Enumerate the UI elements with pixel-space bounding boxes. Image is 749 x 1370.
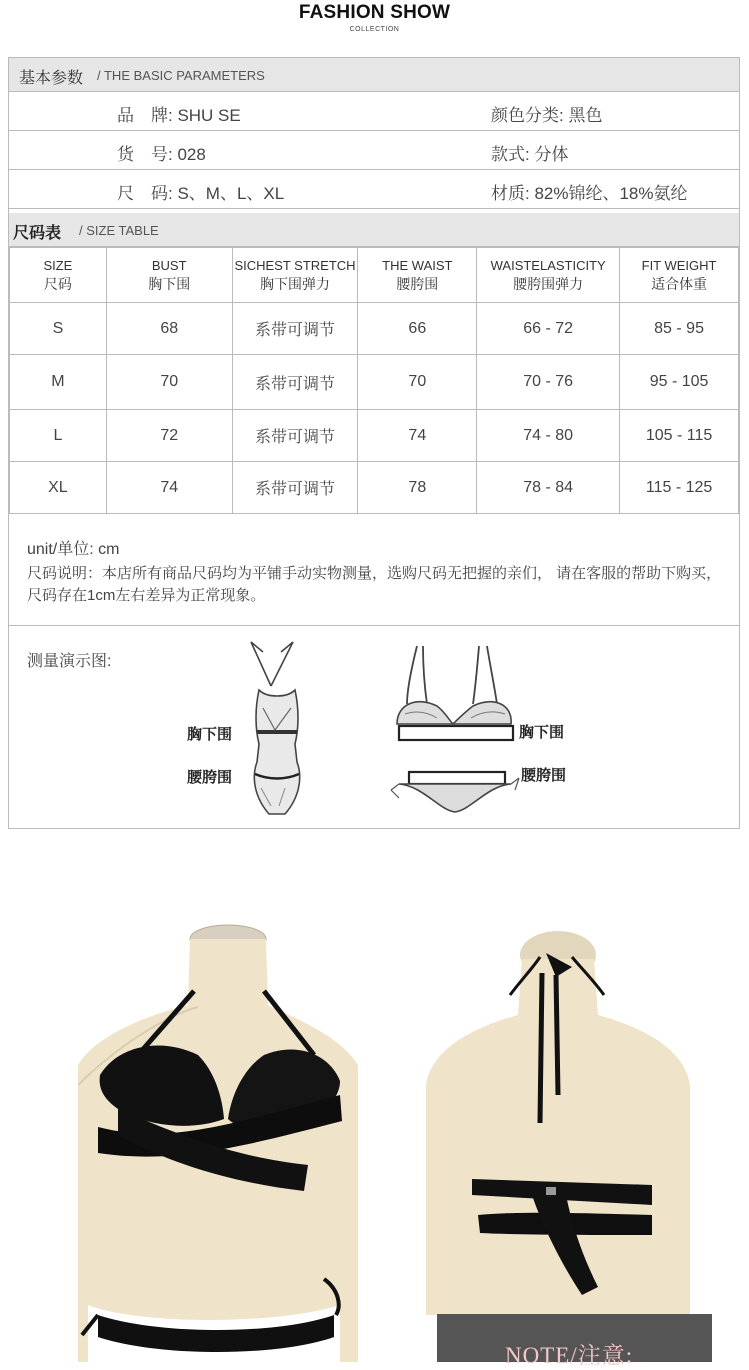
table-cell: 74 - 80 <box>477 410 620 462</box>
col-header <box>477 248 620 303</box>
col-header-zh: 适合体重 <box>651 276 708 292</box>
param-brand: 品 牌: SHU SE <box>117 106 241 125</box>
table-cell: XL <box>10 462 107 514</box>
col-header-en: BUST <box>151 258 187 273</box>
size-table-heading-zh: 尺码表 <box>13 225 62 242</box>
onepiece-waist-label: 腰胯围 <box>187 769 233 786</box>
col-header-zh: 胸下围弹力 <box>260 276 330 292</box>
table-cell: M <box>10 355 107 410</box>
col-header-en: WAISTELASTICITY <box>490 258 606 273</box>
table-cell: 115 - 125 <box>620 462 739 514</box>
col-header <box>232 248 358 303</box>
table-cell: 74 <box>358 410 477 462</box>
size-table-heading <box>9 213 739 247</box>
basic-params-heading-en: / THE BASIC PARAMETERS <box>97 68 265 83</box>
measurement-demo <box>9 626 739 829</box>
page-title: FASHION SHOW <box>298 2 451 23</box>
col-header-zh: 腰胯围弹力 <box>513 276 584 292</box>
mannequin-back-image <box>422 895 694 1315</box>
table-cell: 系带可调节 <box>232 462 358 514</box>
size-notes <box>9 502 739 626</box>
bikini-bust-label: 胸下围 <box>519 724 565 741</box>
table-cell: 78 - 84 <box>477 462 620 514</box>
table-cell: 68 <box>106 303 232 355</box>
bikini-waist-label: 腰胯围 <box>521 767 567 784</box>
table-cell: 66 - 72 <box>477 303 620 355</box>
table-row <box>10 303 739 355</box>
basic-params-heading <box>9 58 739 92</box>
product-photo-back <box>422 895 694 1362</box>
size-table <box>9 247 739 514</box>
col-header <box>106 248 232 303</box>
size-table-heading-en: / SIZE TABLE <box>79 223 159 238</box>
table-cell: 系带可调节 <box>232 355 358 410</box>
param-row <box>9 92 739 131</box>
col-header <box>358 248 477 303</box>
col-header <box>10 248 107 303</box>
param-material: 材质: 82%锦纶、18%氨纶 <box>491 184 688 203</box>
table-cell: 85 - 95 <box>620 303 739 355</box>
one-piece-sketch-icon <box>241 638 311 820</box>
table-cell: L <box>10 410 107 462</box>
table-row <box>10 410 739 462</box>
table-cell: 系带可调节 <box>232 303 358 355</box>
basic-params-heading-zh: 基本参数 <box>19 70 84 87</box>
bikini-sketch-icon <box>387 640 523 820</box>
table-row <box>10 355 739 410</box>
col-header-zh: 腰胯围 <box>396 276 439 292</box>
table-cell: 70 <box>358 355 477 410</box>
page-header <box>0 0 749 33</box>
mannequin-front-image <box>78 895 358 1362</box>
product-photo-front <box>78 895 358 1362</box>
table-cell: 105 - 115 <box>620 410 739 462</box>
onepiece-bust-label: 胸下围 <box>187 726 233 743</box>
table-cell: 66 <box>358 303 477 355</box>
measurement-demo-label: 测量演示图: <box>27 653 112 670</box>
table-cell: S <box>10 303 107 355</box>
col-header-zh: 胸下围 <box>148 276 191 292</box>
col-header-en: SICHEST STRETCH <box>234 258 356 273</box>
param-sizes: 尺 码: S、M、L、XL <box>117 184 285 203</box>
page-subtitle: COLLECTION <box>349 26 400 33</box>
param-row <box>9 170 739 209</box>
size-table-header-row <box>10 248 739 303</box>
col-header-en: FIT WEIGHT <box>641 258 717 273</box>
spec-panel <box>8 57 740 829</box>
note-text: NOTE/注意: <box>505 1343 634 1368</box>
param-row <box>9 131 739 170</box>
size-description: 尺码说明：本店所有商品尺码均为平铺手动实物测量，选购尺码无把握的亲们， 请在客服的帮助下购买，尺码存在1cm左右差异为正常现象。 <box>27 565 722 604</box>
table-cell: 系带可调节 <box>232 410 358 462</box>
param-item-no: 货 号: 028 <box>117 145 206 164</box>
unit-text: unit/单位: cm <box>27 541 120 558</box>
note-box <box>437 1314 712 1368</box>
col-header-en: SIZE <box>43 258 73 273</box>
param-color: 颜色分类: 黑色 <box>491 106 603 125</box>
table-cell: 70 <box>106 355 232 410</box>
table-cell: 70 - 76 <box>477 355 620 410</box>
table-cell: 74 <box>106 462 232 514</box>
col-header-en: THE WAIST <box>382 258 453 273</box>
param-style: 款式: 分体 <box>491 145 569 164</box>
col-header <box>620 248 739 303</box>
table-cell: 72 <box>106 410 232 462</box>
col-header-zh: 尺码 <box>43 276 72 292</box>
table-cell: 78 <box>358 462 477 514</box>
table-cell: 95 - 105 <box>620 355 739 410</box>
